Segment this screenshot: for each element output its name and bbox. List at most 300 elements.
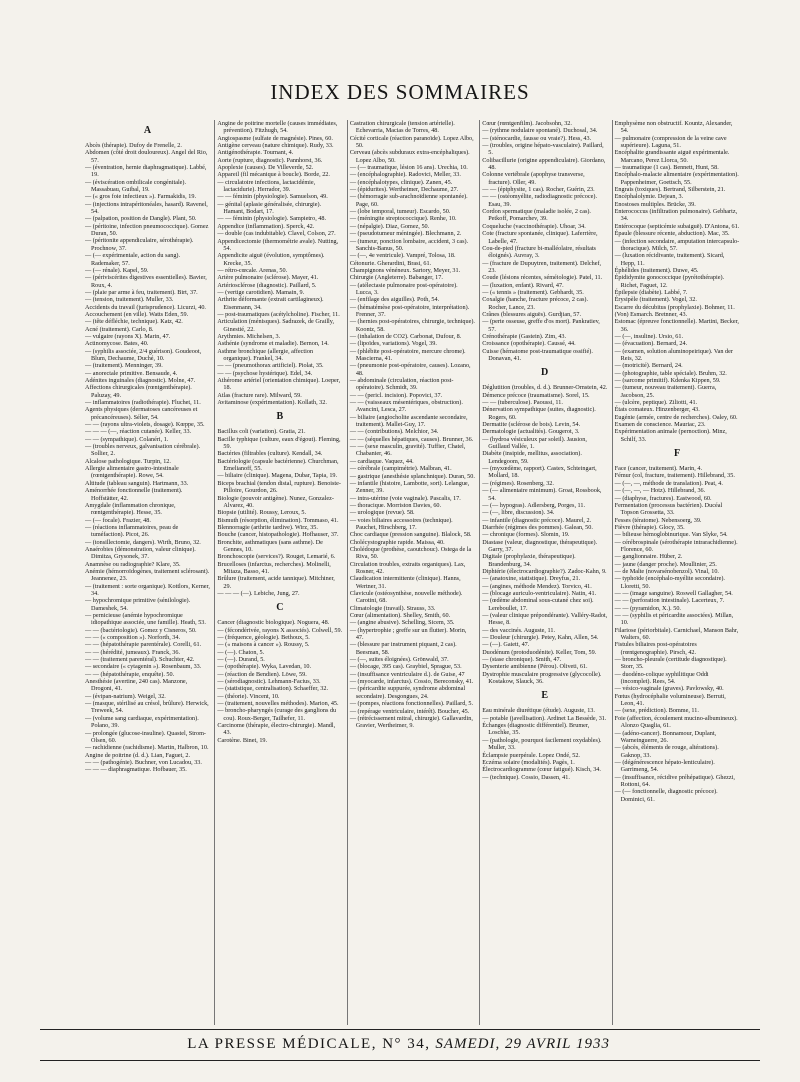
index-entry: Cuisse (hématome post-traumatique ossifié). Donavan, 41. [482, 347, 593, 362]
index-entry: — (photographie, table spéciale). Bruhm, 32. [614, 369, 727, 377]
index-entry: — (insuffisance, récidive préhépatique). Ghezzi, Rottoni, 64. [614, 773, 735, 788]
index-entry: Aorte (rupture, diagnostic). Pannhorst, 36. [217, 156, 323, 164]
index-entry: Appendice (inflammation). Sperck, 42. [217, 222, 315, 230]
index-entry: — (sarcome primitif). Kdenka Kippen, 59. [614, 377, 721, 385]
index-entry: — (angines, méthode Mendez). Torvico, 41. [482, 582, 592, 590]
index-entry: Épaule (blessure récente, abduction). Mac, 35. [614, 230, 730, 238]
index-entry: — (pneumonie post-opératoire, causes). Lozano, 48. [349, 362, 471, 377]
index-entry: — — (sexe masculin, gravité). Tuffier, Chatel, Chabanier, 46. [349, 443, 466, 458]
index-entry: — (plaie par arme à feu, traitement). Birt, 37. [85, 288, 198, 296]
index-entry: Carotène. Binet, 19. [217, 736, 268, 744]
index-entry: — — (bactériologie). Gomez y Cisneros, 50. [85, 626, 197, 634]
index-entry: — (— fonctionnelle, diagnostic précoce). Dominici, 61. [614, 788, 718, 803]
index-entry: Diphtérie (électrocardiographie?). Zadoc-Kahn, 9. [482, 567, 607, 575]
index-entry: — intra-utérine (voie vaginale). Pascalis, 17. [349, 494, 461, 502]
index-entry: — (diaphyse, fractures). Eastwood, 60. [614, 494, 712, 502]
index-entry: — (injections intrapéritonéales, hasard). Ravenel, 54. [85, 200, 208, 216]
index-entry: Entérocoque (septicémie subaiguë). D'Antona, 61. [614, 222, 740, 230]
page-footer [40, 1031, 760, 1057]
index-entry: Crénothérapie (Gastein). Zim, 43. [482, 332, 567, 340]
index-entry: — des vaccinés. Auguste, 11. [482, 626, 556, 634]
index-entry: Digitale (prophylaxie, thérapeutique). Brandenburg, 34. [482, 553, 576, 568]
index-entry: Colonne vertébrale (apophyse transverse, fracture). Oller, 49. [482, 171, 585, 186]
index-entry: — (technique). Cossio, Dassen, 41. [482, 773, 570, 781]
index-entry: Diarrhée (régimes des pommes). Galean, 50. [482, 523, 593, 531]
index-entry: Épilepsie (diabète). Labbé, 7. [614, 288, 688, 296]
index-column-2 [214, 120, 342, 1025]
index-entry: Coude (lésions récentes, séméiologie). Patel, 11. [482, 274, 603, 282]
index-entry: Coqueluche (vaccinothérapie). Uhoar, 34. [482, 222, 586, 230]
index-entry: — (réaction de Bendien). Löwe, 59. [217, 670, 307, 678]
index-entry: — (tête défléchie, technique). Katz, 42. [85, 318, 183, 326]
index-columns [85, 120, 740, 1025]
index-column-3 [347, 120, 475, 1025]
index-entry: — — (hépatothérapie parentérale). Corelli, 61. [85, 641, 202, 649]
index-entry: — (hernies post-opératoires, chirurgie, technique). Koontz, 58. [349, 318, 475, 333]
index-entry: Chirurgie (Angleterre). Babanger, 17. [349, 274, 443, 282]
index-entry: Altitude (tableau sanguin). Hartmann, 33. [85, 479, 189, 487]
index-entry: — (perte osseuse, greffe d'os mort). Pankratiev, 57. [482, 318, 600, 333]
index-entry: — (péricardite suppurée, syndrome abdominal secondaire). Desgongues, 24. [349, 685, 466, 700]
index-entry: Affections chirurgicales (rœntgenthérapie). Paluzay, 49. [85, 384, 192, 399]
index-entry: Déglutition (troubles, d. d.). Brunner-Ornstein, 42. [482, 384, 608, 392]
index-entry: — — (hépatothérapie, enquête). 50. [85, 670, 175, 678]
index-entry: — (péritoine, infection pneumococcique). Gomez Duran, 50. [85, 222, 209, 238]
index-entry: Cote (fracture spontanée, clinique). Laferrière, Labelle, 47. [482, 230, 598, 245]
index-entry: Biopsie (utilité). Roussy, Leroux, 5. [217, 509, 307, 517]
index-entry: Alcalose pathologique. Turpin, 12. [85, 457, 171, 465]
index-entry: — de Malte (novarsénobenzol). Vinal, 10. [614, 567, 719, 575]
index-entry: Dermatologie (actualités). Gougerot, 3. [482, 428, 580, 436]
index-entry: Emphysème non obstructif. Kountz, Alexander, 54. [614, 120, 733, 135]
index-entry: Eczéma solaire (modalités). Pagès, 1. [482, 758, 575, 766]
index-entry: — — (hérédité, jumeaux). Franck, 36. [85, 648, 181, 656]
index-entry: — (hémorragie sub-arachnoïdienne spontanée). Page, 60. [349, 193, 468, 208]
index-entry: Encéphalo-malacie alimentaire (expérimentation). Pappenheimer, Goettsch, 55. [614, 171, 739, 186]
index-entry: Dystrophie musculaire progressive (glycocolle). Kostakow, Slauck, 36. [482, 670, 602, 686]
index-entry: — (évacuation). Bernard, 24. [614, 340, 688, 348]
index-entry: — — (pyramidon, X.). 50. [614, 604, 681, 612]
index-entry: Angine de poitrine mortelle (causes immédiates, prévention). Fitzhugh, 54. [217, 120, 338, 135]
index-entry: Cancer (diagnostic biologique). Noguera, 48. [217, 619, 330, 627]
index-entry: — — (tuberculose). Paoussi, 11. [482, 399, 563, 407]
index-entry: — (—, 4e ventricule). Vampré, Tolosa, 18. [349, 252, 456, 260]
index-entry: Diabète (insipide, mellitus, association). Lendegoom, 59. [482, 450, 582, 465]
index-entry: — (hématémèse post-opératoire, interprétation). Frenner, 37. [349, 303, 470, 318]
index-entry: — (rythme nodulaire spontané). Duchosal, 34. [482, 127, 598, 135]
index-entry: Champignons vénéneux. Sartory, Meyer, 31. [349, 266, 461, 274]
index-entry: — (—). Durand, 5. [217, 656, 265, 664]
index-entry: — — (contributions). Melchior, 34. [349, 428, 439, 436]
index-entry: Fermentation (processus bactérien). Ducéal Topson Grossetta, 33. [614, 501, 723, 517]
index-entry: — (volume sang cardiaque, expérimentation). Polano, 39. [85, 714, 199, 730]
section-letter-f: F [674, 448, 681, 460]
index-entry: — hypochromique primitive (sénilologie). Dameshek, 54. [85, 597, 191, 612]
index-entry: — (blocage, 395 cas). Graybiel, Sprague, 53. [349, 663, 462, 671]
index-entry: Allergie alimentaire gastro-intestinale (rœntgenthérapie). Rowe, 54. [85, 465, 179, 480]
index-entry: Coxalgie (hanche, fracture précoce, 2 cas). Rocher, Lance, 23. [482, 296, 589, 311]
index-entry: — — (perforation intestinale). Lacerteux, 7. [614, 597, 725, 605]
index-entry: — (anatoxine, statistique). Dreyfus, 21. [482, 575, 581, 583]
index-entry: — thoracique. Morriston Davies, 60. [349, 501, 442, 509]
index-entry: — (lipoïdes, variations). Vogel, 39. [349, 340, 437, 348]
index-entry: — (encéphalographie). Radovici, Meller, 33. [349, 171, 461, 179]
index-entry: — (adéno-cancer). Bonnamour, Duplant, Warneinguerre, 26. [614, 729, 717, 744]
index-entry: — — (traitement parentéral). Schuchter, 42. [85, 656, 195, 664]
index-entry: Bactéries (filtrables (culture). Kendall, 34. [217, 450, 323, 458]
index-entry: — — (pathogénie). Buchner, von Lucadou, 33. [85, 758, 202, 766]
index-entry: — (« maisons à cancer »). Roussy, 5. [217, 641, 310, 649]
index-entry: Croissance (opothérapie). Caussé, 44. [482, 340, 576, 348]
section-letter-e: E [541, 690, 549, 702]
index-entry: — (—, insuline). Ursio, 61. [614, 332, 684, 340]
index-entry: Brucelloses (infarctus, recherches). Molinelli, Mitaza, Basso, 41. [217, 560, 331, 575]
index-entry: — (statistique, centralisation). Schaeffer, 32. [217, 685, 329, 693]
index-entry: — (blessure par instrument piquant, 2 cas). Beesman, 58. [349, 641, 457, 656]
index-entry: — — (épiphysite, 1 cas). Rocher, Guérin, 23. [482, 186, 595, 194]
index-entry: — ganglionnaire. Hüber, 2. [614, 553, 683, 561]
index-entry: — vulgaire (rayons X). Marin, 47. [85, 332, 171, 340]
index-entry: Dermatite (sclérose de bois). Levin, 54. [482, 421, 581, 429]
index-entry: Bouche (cancer, histopathologie). Hofhauser, 37. [217, 531, 339, 539]
index-entry: — (masque, stérilisé au crésol, brûlure). Herwick, Treweek, 54. [85, 700, 209, 715]
index-entry: — (myxœdème, rapport). Castex, Schteingart, Mollard, 18. [482, 465, 597, 480]
index-entry: — (« gros foie infectieux »). Farmakidis, 19. [85, 193, 197, 201]
index-entry: — (motricité). Bernard, 24. [614, 362, 683, 370]
index-entry: — (examen, solution aluminopeirique). Van der Reis, 32. [614, 347, 733, 362]
index-entry: Éclampsie puerpérale. Lopez Ondé, 52. [482, 751, 580, 759]
index-entry: — (—, —, méthode de translation). Peat, 4. [614, 479, 723, 487]
index-entry: — Douleur (chirurgie). Petey, Kahn, Allen, 54. [482, 634, 599, 642]
index-entry: — — (pneumothorax artificiel). Piolat, 35. [217, 362, 324, 370]
index-entry: (Von) Esmarch. Bretnner, 43. [614, 310, 688, 318]
index-entry: Cétonurie. Gherardini, Brasi, 61. [349, 259, 432, 267]
index-entry: — — — (—). Lebiche, Jung, 27. [217, 589, 300, 597]
index-entry: — (— traumatique, lésion 16 ans). Urechia, 10. [349, 164, 468, 172]
index-entry: — (évipan-natrium). Weigel, 32. [85, 692, 166, 700]
index-entry: Foie (affection, écoulement mucino-albumineux). Alonzo Quaglia, 61. [614, 714, 738, 730]
section-letter-b: B [276, 411, 284, 423]
index-entry: Accouchement (en ville). Watts Eden, 59. [85, 310, 189, 318]
index-entry: — double (cas indubitable). Clavel, Colson, 27. [217, 230, 336, 238]
index-entry: — (fracture de Dupuytren, traitement). Delchef, 23. [482, 259, 602, 274]
index-entry: — rétro-cœcale. Arenas, 50. [217, 266, 288, 274]
index-entry: — (fécondérivée, rayons X associés). Colwell, 59. [217, 626, 343, 634]
index-entry: — (œdème abdominal sous-cutané chez soi). Lereboullet, 17. [482, 597, 594, 612]
index-entry: — (sexe, prédiction). Bomme, 11. [614, 707, 699, 715]
index-entry: — (tension, traitement). Muller, 33. [85, 296, 174, 304]
index-entry: — infantile (histoire, Lambotte, sort). Lelangue, Zenner, 39. [349, 479, 470, 495]
index-entry: Enostoses multiples. Brücke, 39. [614, 200, 696, 208]
index-entry: Bacillus coli (variation). Gratia, 21. [217, 428, 306, 436]
index-entry: — voies biliaires accessoires (technique). Pauchet, Hirschberg, 17. [349, 516, 453, 531]
index-entry: Cécité corticale (réaction paranoïde). Lopez Albo, 50. [349, 134, 474, 150]
index-entry: — pulmonaire (compression de la veine cave supérieure). Laguna, 51. [614, 134, 727, 150]
index-entry: Cou-de-pied (fracture bi-malléolaire, résultats éloignés). Auvray, 3. [482, 244, 596, 260]
index-entry: Fièvre (thérapie). Glocy, 35. [614, 523, 685, 531]
index-entry: Colibacillurie (origine appendiculaire). Giordano, 48. [482, 156, 606, 172]
index-entry: Estomac (épreuve fonctionnelle). Martini, Becker, 36. [614, 318, 739, 333]
index-entry: — (népalgie). Diaz, Gomez, 50. [349, 222, 430, 230]
index-entry: Cholécystographie rapide. Maissa, 40. [349, 538, 445, 546]
index-entry: — (opothérapie). Wyka, Lavedan, 10. [217, 663, 312, 671]
index-entry: — (dégénérescence hépato-lenticulaire). Garrimeng, 54. [614, 758, 715, 774]
index-entry: Dénervation sympathique (suites, diagnostic). Rogers, 60. [482, 406, 596, 421]
index-entry: — (hypertrophie ; greffe sur un flutter). Morin, 47. [349, 626, 467, 642]
index-entry: — (périviscérites digestives essentielles). Bavier, Roux, 4. [85, 274, 207, 289]
index-entry: — (— hypogras). Adlersberg, Porges, 11. [482, 501, 586, 509]
footer-rule-top [40, 1029, 760, 1030]
index-entry: — — (pericl. incision). Popovici, 37. [349, 391, 443, 399]
index-entry: Bactériologie (capsule bactérienne). Churchman, Emelianoff, 55. [217, 457, 339, 473]
index-entry: — anorectale primitive. Bensaude, 4. [85, 369, 178, 377]
index-entry: Anamnèse ou radiographie? Klare, 35. [85, 560, 181, 568]
index-entry: — vésico-vaginale (graves). Pavlowsky, 40. [614, 685, 724, 693]
index-entry: Antigène cerveau (nature chimique). Rudy, 33. [217, 142, 334, 150]
index-entry: — (pseudotumeur méningée). Blechmann, 2. [349, 230, 462, 238]
index-entry: Fœtus (hydrocéphalie volumineuse). Berruti, Leon, 41. [614, 692, 726, 708]
index-entry: Encéphalolymie. Dejean, 3. [614, 193, 684, 201]
index-entry: Appendicectomie (thermométrie avale). Nutting, 54. [217, 237, 339, 252]
index-entry: — urologique (revue). 58. [349, 509, 415, 517]
index-entry: — (tumeur, nouveau traitement). Guerra, Jacobson, 25. [614, 384, 717, 399]
index-entry: — (lobe temporal, tumeur). Escardo, 50. [349, 208, 451, 216]
index-entry: Choc cardiaque (pression sanguine). Blalock, 58. [349, 531, 472, 539]
index-entry: — (stase chronique). Smith, 47. [482, 656, 562, 664]
index-entry: — — (« composition »). Norforth, 34. [85, 634, 181, 642]
index-entry: — (blocage auriculo-ventriculaire). Natin, 41. [482, 589, 597, 597]
index-entry: — — (séquelles hépatiques, causes). Brunner, 36. [349, 435, 474, 443]
index-entry: Biologie (pouvoir antigène). Nunez, Gonzalez-Alvarez, 40. [217, 494, 334, 509]
index-entry: Épididymite gonococcique (pyrétothérapie). Richet, Faguet, 12. [614, 274, 725, 289]
index-entry: Blennorragie (arthrite tardive). Wirz, 35. [217, 523, 318, 531]
index-entry: Fistules biliaires post-opératoires (rœntgenographie). Pirsch, 42. [614, 641, 697, 656]
index-entry: — (sténocardie, fausse ou vraie?). Hess, 43. [482, 134, 592, 142]
index-entry: — (insuffisance ventriculaire d.). de Guise, 47 [349, 670, 465, 678]
index-entry: — — (ostéomyélite, radiodiagnostic précoce). Esau, 39. [482, 193, 597, 208]
index-entry: Abdomen (côté droit douloureux). Angel del Rio, 57. [85, 149, 208, 164]
index-entry: — gastrique (anesthésie splanchnique). Duran, 50. [349, 472, 475, 480]
index-entry: — (inhalation de CO2). Carbonat, Dufour, 8. [349, 332, 462, 340]
index-entry: — (myocarde, infarctus). Cossio, Bereconsky, 41. [349, 678, 474, 686]
index-entry: — duodéno-colique syphilitique Oddi (incomplet). Rees, 54. [614, 670, 709, 686]
index-entry: — jaune (danger proche). Moullinier, 25. [614, 560, 717, 568]
index-entry: — (—, libre, discussion). 34. [482, 509, 555, 517]
index-entry: — (atélectasie pulmonaire post-opératoire). Lucca, 3. [349, 281, 458, 296]
index-entry: Fesses (tératome). Nebensoerg, 39. [614, 516, 702, 524]
index-entry: Arythmies. Michelsen, 3. [217, 332, 281, 340]
index-entry: Bacille typhique (culture, eaux d'égout). Fleming, 59. [217, 435, 341, 451]
index-entry: — (—). Gaiett, 47. [482, 641, 530, 649]
footer-date: SAMEDI, 29 AVRIL 1933 [435, 1036, 610, 1052]
index-entry: — (éventration, hernie diaphragmatique). Labbé, 19. [85, 164, 207, 179]
index-entry: Athérome artériel (orientation chimique). Loeper, 18. [217, 377, 341, 392]
index-entry: Anesthésie (avertine, 240 cas). Manzone, Drogoni, 41. [85, 678, 188, 693]
index-entry: — broncho-pharyngés (curage des ganglions du cou). Roux-Berger, Tailhefer, 11. [217, 707, 337, 722]
index-entry: — (rétrécissement mitral, chirurgie). Gallavardin, Gravier, Wertheimer, 9. [349, 714, 473, 730]
index-entry: — (régimes). Rosenberg, 32. [482, 479, 554, 487]
index-entry: Bismuth (résorption, élimination). Tommaso, 41. [217, 516, 339, 524]
index-entry: Examen de conscience. Mauriac, 23. [614, 421, 706, 429]
index-entry: — (— focale). Frazier, 48. [85, 516, 151, 524]
index-entry: — (méningite streptococcique). Renhe, 10. [349, 215, 457, 223]
index-entry: — — (psychose hystérique). Edel, 34. [217, 369, 313, 377]
section-letter-a: A [143, 125, 152, 136]
index-entry: — (épidurites). Wertheimer, Dechaume, 27. [349, 186, 459, 194]
index-entry: — cérébrospinale (sérothérapie intrarachidienne). Florence, 60. [614, 538, 738, 553]
index-entry: Duodénum (protoduodénite). Keller, Tom, 59. [482, 648, 597, 656]
index-entry: Appareil (fil mécanique à boucle). Borde, 22. [217, 171, 330, 179]
index-entry: — (traitement, nouvelles méthodes). Marion, 45. [217, 700, 339, 708]
index-entry: Avitaminose (expérimentation). Kollath, 32. [217, 399, 327, 407]
index-entry: — — — (—, réaction cutanée). Keller, 33. [85, 428, 192, 436]
index-entry: — (luxation, enfant). Rivard, 47. [482, 281, 564, 289]
index-entry: Asthénie (syndrome et maladie). Bernon, 14. [217, 340, 329, 348]
index-entry: Castration chirurgicale (tension artérielle). Echevarria, Macias de Torres, 48. [349, 120, 455, 135]
index-entry: — pernicieuse (anémie hypochromique idiopathique associée, une famille). Heath, 53. [85, 612, 206, 627]
index-entry: Bronchoscopie (services?). Rouget, Lemarié, 6. [217, 553, 336, 561]
index-entry: Engrais (toxiques). Bertrand, Silberstein, 21. [614, 186, 726, 194]
index-entry: Artère pulmonaire (sclérose). Mayer, 41. [217, 274, 319, 282]
index-entry: — chronique (formes). Slomin, 19. [482, 531, 570, 539]
index-entry: — (pompes, réactions fonctionnelles). Paillard, 5. [349, 700, 474, 708]
index-entry: — (luxation récidivante, traitement). Sicard, Hepp, 11. [614, 252, 725, 267]
index-entry: — (troubles, origine hépato-vasculaire). Paillard, 5. [482, 142, 604, 157]
index-entry: Diastase (valeur, diagnostique, thérapeutique). Garry, 37. [482, 538, 598, 553]
index-entry: Accidents du travail (jurisprudence). Licurzi, 40. [85, 303, 206, 311]
index-entry: — (vertige carotidien). Mamain, 9. [217, 288, 305, 296]
index-entry: Climatologie (travail). Strauss, 33. [349, 604, 436, 612]
index-entry: Arthrite déformante (extrait cartilagineux). Eisenmann, 34. [217, 296, 324, 311]
index-column-1 [85, 120, 210, 1025]
index-entry: Face (cancer, traitement). Marin, 4. [614, 465, 702, 473]
section-letter-d: D [541, 367, 549, 379]
index-entry: Électrocardiogramme (cœur fatigué). Kisch, 34. [482, 766, 601, 774]
index-entry: Biceps brachial (tendon distal, rupture). Benoiste-Pilloire, Gourdon, 26. [217, 479, 341, 495]
page-title: INDEX DES SOMMAIRES [270, 80, 530, 104]
index-entry: Actinomycose. Bates, 40. [85, 340, 149, 348]
index-entry: — biliaire (clinique). Magena, Dubar, Tapia, 19. [217, 472, 338, 480]
index-entry: Aménorrhée fonctionnelle (traitement). Hoffstätter, 42. [85, 487, 183, 502]
index-entry: Eugénie (armée, centre de recherches). Oaley, 60. [614, 413, 738, 421]
index-entry: — broncho-pleurale (certitude diagnostique). Storr, 35. [614, 656, 727, 671]
index-entry: — (hydroa vésiculeux par soleil). Jausion, Guillaud Vallée, 1. [482, 435, 587, 451]
index-entry: Cœur (rœntgenfilm). Jacobsohn, 32. [482, 120, 572, 127]
index-entry: — (— rénale). Kapel, 59. [85, 266, 149, 274]
index-entry: Brûlure (traitement, acide tannique). Mitchiner, 29. [217, 575, 335, 590]
index-entry: Abcès (thérapie). Dufoy de Frenelle, 2. [85, 142, 182, 149]
index-entry: — (traitement : sorte organique). Kottlors, Kerner, 34. [85, 582, 210, 597]
index-entry: — secondaire (« cytagenin »). Rosenbaum, 33. [85, 663, 202, 671]
index-entry: — typhoïde (encéphalo-myélite secondaire). Lloretti, 50. [614, 575, 725, 590]
index-entry: — (réactions inflammatoires, peau de tuméfaction). Picot, 26. [85, 523, 179, 539]
index-entry: Crânes (blessures aiguës). Gurdjian, 57. [482, 310, 582, 318]
index-entry: Anaérobies (démonstration, valeur clinique). Dimitza, Grysonek, 37. [85, 545, 196, 561]
index-entry: — (angine abusive). Schelling, Sicem, 35. [349, 619, 455, 627]
index-entry: — (traitement). Menninger, 39. [85, 362, 163, 370]
index-entry: — traumatique (1 cas). Bennett, Hunt, 58. [614, 164, 719, 172]
index-entry: Encéphalite grandissante aiguë expérimentale. Marcano, Perez Llorca, 50. [614, 149, 730, 164]
index-entry: — potable (javellisation). Ardinet La Bessède, 31. [482, 714, 607, 722]
index-entry: Dysenterie amibienne (Pérou). Oliveti, 61. [482, 663, 588, 671]
index-entry: Fémur (col, fracture, traitement). Hillebrand, 35. [614, 472, 735, 480]
index-entry: — bilieuse hémoglobinurique. Van Slyke, 54. [614, 531, 728, 539]
index-entry: Expérimentation animale (pernoction). Minz, Schilf, 33. [614, 428, 727, 443]
index-entry: — rachidienne (rachidisme). Martin, Halbron, 10. [85, 744, 209, 752]
index-entry: Cholédoque (prothèse, caoutchouc). Ostega de la Riva, 50. [349, 545, 472, 561]
index-entry: Eau minérale diurétique (étude). Auguste, 13. [482, 707, 595, 715]
index-column-5 [612, 120, 740, 1025]
index-entry: Angine de poitrine (d. d.). Lian, Faguet, 2. [85, 751, 190, 759]
index-entry: — (repérage ventriculaire, intérêt). Boucher, 45. [349, 707, 470, 715]
index-entry: — (sérodiagnostic). Lehmann-Facius, 33. [217, 678, 321, 686]
index-entry: Filariose (périorbitale). Carnichael, Manson Bahr, Walters, 60. [614, 626, 739, 642]
index-entry: — (infection secondaire, amputation intercapsulo-thoracique). Milch, 57. [614, 237, 740, 252]
index-entry: — cardiaque. Vaquez, 44. [349, 457, 414, 465]
index-entry: Adénites inguinales (diagnostic). Molne, 47. [85, 377, 196, 384]
index-entry: — — (vaisseaux mésentériques, obstruction). Avancini, Lesca, 27. [349, 399, 463, 414]
index-entry: Démence précoce (traumatisme). Sorel, 15. [482, 391, 590, 399]
index-entry: Atlas (fracture rare). Milward, 59. [217, 391, 302, 399]
index-entry: États comateux. Hinzenberger, 43. [614, 406, 700, 414]
index-entry: — (— alimentaire minimum). Groat, Rossbook, 54. [482, 487, 602, 502]
index-entry: — (valeur clinique prépondérante). Valléry-Radot, Hesse, 8. [482, 612, 608, 627]
index-entry: — — (rayons ultra-violets, dosage). Kœppe, 35. [85, 421, 205, 429]
index-entry: — (tonsillectomie, dangers). Wirth, Bruno, 32. [85, 538, 201, 546]
index-entry: — (éviscération ombilicale congénitale). Massabuau, Guibal, 19. [85, 178, 187, 194]
index-entry: Clavicule (ostéosynthèse, nouvelle méthode). Carotini, 68. [349, 590, 463, 605]
index-entry: Cœur (alimentation). Shelley, Smith, 60. [349, 612, 451, 620]
index-entry: — (encéphalotypes, clinique). Zanen, 45. [349, 178, 453, 186]
index-entry: — — (sympathique). Colanéri, 1. [85, 435, 169, 443]
index-entry: Articulation (ménisques). Sadrazek, de Grailly, Ginestié, 22. [217, 318, 335, 333]
index-entry: Antigénothérapie. Tournant, 4. [217, 149, 294, 157]
index-entry: Asthme bronchique (allergie, affection organique). Frankel, 34. [217, 347, 314, 362]
index-entry: Cerveau (abcès subduraux extra-encéphaliques). Lopez Albo, 50. [349, 149, 470, 164]
index-entry: — — (image sanguine). Roswell Gallagher, 54. [614, 589, 733, 597]
index-entry: Apoplexie (causes). De Villeverde, 52. [217, 164, 314, 172]
index-entry: — (—, suites éloignées). Grönwald, 37. [349, 656, 449, 664]
index-entry: Escarre du décubitus (prophylaxie). Bohmer, 11. [614, 303, 735, 311]
index-entry: — (—, —, — Hotz). Hillebrand, 36. [614, 487, 706, 495]
index-entry: — biliaire (angiocholite ascendante secondaire, traitement). Mallet-Guy, 17. [349, 413, 468, 429]
index-entry: Claudication intermittente (clinique). Hanns, Wertner, 31. [349, 575, 461, 590]
index-entry: — (théorie). Vincent, 10. [217, 692, 280, 700]
index-entry: Bronchite, asthmatiques (sans asthme). De Gennes, 10. [217, 538, 323, 553]
index-entry: Angiospasme (sulfate de magnésie). Pines, 60. [217, 134, 333, 142]
index-entry: Éphélides (traitement). Duwe, 45. [614, 266, 699, 274]
index-entry: — post-traumatiques (acétylcholine). Fischer, 11. [217, 310, 340, 318]
index-entry: — (troubles nerveux, galvanisation cérébrale). Sollier, 2. [85, 443, 201, 458]
index-entry: — (péritonite appendiculaire, sérothérapie). Prochnow, 37. [85, 237, 194, 252]
index-entry: Anémie (hémorroïdogènes, traitement sclérosant). Jeannenez, 23. [85, 567, 210, 583]
index-entry: — cérébrale (campimétrie). Malbran, 41. [349, 465, 452, 473]
index-entry: Carcinome (thérapie, électro-chirurgie). Mandl, 43. [217, 722, 336, 737]
index-entry: — (« tennis » (traitement). Gebhardt, 35. [482, 288, 584, 296]
index-column-4 [479, 120, 607, 1025]
index-entry: — inflammatoires (radiothérapie). Fluchet, 11. [85, 399, 201, 407]
index-entry: — (syphilis associée, 2/4 guérison). Goudeoot, Blum, Dechaume, Duché, 10. [85, 347, 202, 362]
index-entry: — — féminin (physiologie). Sampietro, 48. [217, 215, 327, 223]
index-entry: — (—). Chaton, 5. [217, 648, 265, 656]
index-entry: Cordon spermatique (maladie isolée, 2 cas). Petkoff, Pomarchev, 39. [482, 208, 591, 223]
index-entry: — — — diaphragmatique. Hofbauer, 35. [85, 766, 187, 774]
index-entry: — infantile (diagnostic précoce). Maurel, 2. [482, 516, 592, 524]
index-entry: Acné (traitement). Carlo, 8. [85, 325, 154, 333]
index-entry: — abdominale (circulation, réaction post-opératoire). Schmidt, 39. [349, 377, 454, 392]
footer-rule-bottom [40, 1060, 760, 1061]
index-entry: Circulation troubles, extraits organiques). Lax, Rosner, 42. [349, 560, 466, 575]
